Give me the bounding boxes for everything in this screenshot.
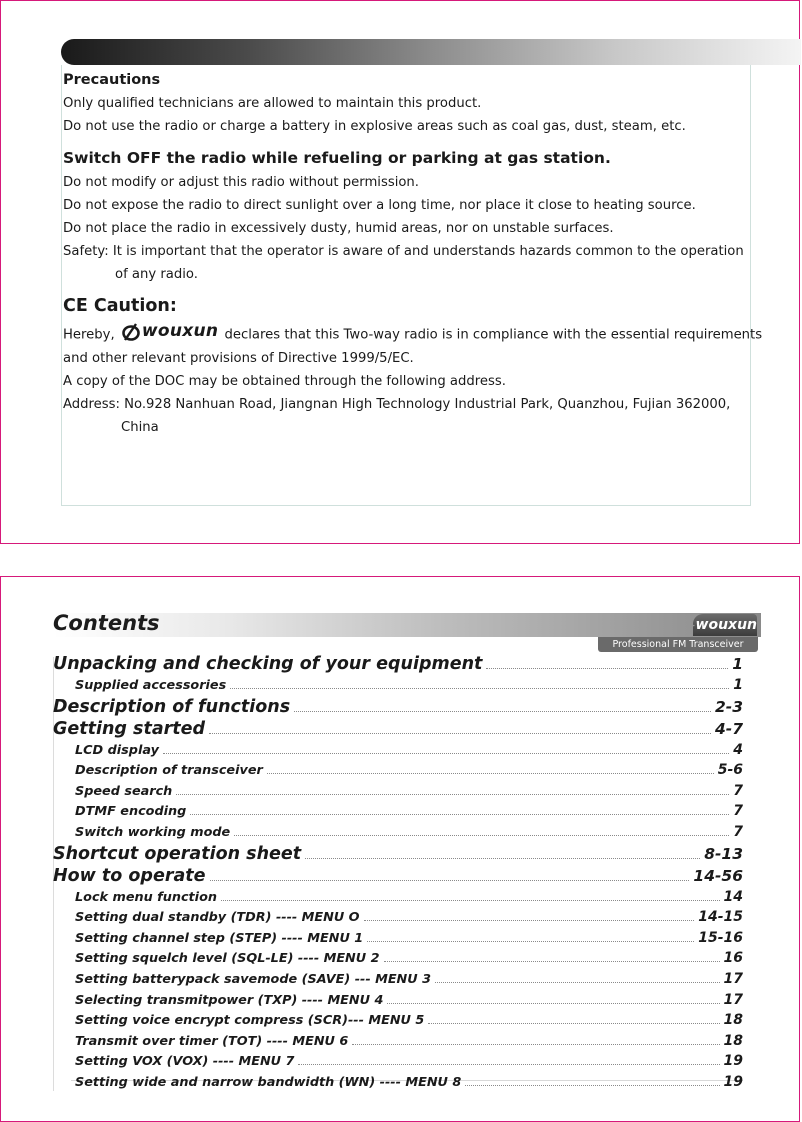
toc-entry-title: LCD display <box>75 742 159 758</box>
table-of-contents <box>53 653 743 1093</box>
toc-page-number: 7 <box>733 823 743 840</box>
toc-subentry[interactable] <box>53 990 743 1011</box>
toc-entry-title: Setting voice encrypt compress (SCR)--- MENU 5 <box>75 1013 425 1029</box>
toc-entry-title: Setting batterypack savemode (SAVE) --- MENU 3 <box>75 971 432 987</box>
toc-subentry[interactable] <box>53 760 743 781</box>
toc-page-number: 8-13 <box>704 844 743 863</box>
toc-subentry[interactable] <box>53 969 743 990</box>
ce-directive-line: and other relevant provisions of Directive 1999/5/EC. <box>63 350 414 366</box>
toc-entry-title: Transmit over timer (TOT) ---- MENU 6 <box>75 1033 349 1049</box>
precaution-line: Do not modify or adjust this radio without permission. <box>63 175 419 190</box>
toc-page-number: 19 <box>723 1053 743 1070</box>
toc-page-number: 14 <box>723 888 743 905</box>
toc-leader-dots <box>209 722 711 734</box>
toc-page-number: 18 <box>723 1032 743 1049</box>
precaution-line: Do not place the radio in excessively dusty, humid areas, nor on unstable surfaces. <box>63 221 614 236</box>
toc-leader-dots <box>384 954 720 963</box>
safety-line: Safety: It is important that the operator is aware of and understands hazards common to the operation <box>63 244 744 259</box>
toc-page-number: 2-3 <box>714 697 743 716</box>
toc-leader-dots <box>364 912 695 921</box>
brand-tab-text: wouxun <box>695 617 757 633</box>
contents-page <box>0 576 800 1122</box>
toc-page-number: 16 <box>723 950 743 967</box>
toc-leader-dots <box>210 869 690 881</box>
toc-leader-dots <box>298 1057 719 1066</box>
brand-tab <box>693 614 757 636</box>
switch-off-heading: Switch OFF the radio while refueling or parking at gas station. <box>63 149 611 167</box>
toc-entry-title: Setting VOX (VOX) ---- MENU 7 <box>75 1054 295 1070</box>
toc-entry-title: Lock menu function <box>75 889 217 905</box>
ce-declaration-rest: declares that this Two-way radio is in compliance with the essential requirements <box>224 327 763 343</box>
precaution-line: Do not use the radio or charge a battery in explosive areas such as coal gas, dust, steam, etc. <box>63 119 686 134</box>
precautions-page <box>0 0 800 544</box>
header-gradient-bar <box>61 39 801 65</box>
toc-page-number: 18 <box>723 1012 743 1029</box>
ce-doc-line: A copy of the DOC may be obtained through the following address. <box>63 373 506 389</box>
toc-entry-title: Setting channel step (STEP) ---- MENU 1 <box>75 930 364 946</box>
toc-subentry[interactable] <box>53 781 743 802</box>
toc-subentry[interactable] <box>53 822 743 843</box>
toc-leader-dots <box>465 1077 719 1086</box>
ce-caution-heading: CE Caution: <box>63 296 177 316</box>
toc-leader-dots <box>221 892 720 901</box>
toc-leader-dots <box>230 680 729 689</box>
brand-tagline: Professional FM Transceiver <box>598 637 758 652</box>
toc-page-number: 1 <box>732 655 743 673</box>
toc-subentry[interactable] <box>53 1072 743 1093</box>
toc-entry-title: Shortcut operation sheet <box>53 843 302 864</box>
toc-entry[interactable] <box>53 718 743 740</box>
toc-leader-dots <box>234 827 729 836</box>
toc-subentry[interactable] <box>53 740 743 761</box>
precaution-line: Only qualified technicians are allowed to maintain this product. <box>63 96 482 111</box>
toc-entry-title: Speed search <box>75 783 173 799</box>
toc-entry-title: Supplied accessories <box>75 678 227 693</box>
toc-leader-dots <box>435 974 719 983</box>
toc-entry-title: How to operate <box>53 865 206 886</box>
toc-page-number: 7 <box>733 782 743 799</box>
toc-leader-dots <box>294 700 711 712</box>
toc-entry-title: Switch working mode <box>75 824 231 840</box>
toc-page-number: 15-16 <box>698 929 743 946</box>
precautions-content <box>63 69 763 439</box>
toc-subentry[interactable] <box>53 675 743 696</box>
toc-entry-title: Selecting transmitpower (TXP) ---- MENU 4 <box>75 992 384 1008</box>
toc-entry[interactable] <box>53 653 743 675</box>
toc-leader-dots <box>176 786 729 795</box>
toc-entry-title: Setting squelch level (SQL-LE) ---- MENU 2 <box>75 951 380 967</box>
toc-page-number: 1 <box>733 677 743 693</box>
toc-subentry[interactable] <box>53 907 743 928</box>
ce-declaration-line <box>63 320 763 347</box>
toc-page-number: 19 <box>723 1073 743 1090</box>
toc-subentry[interactable] <box>53 1010 743 1031</box>
toc-leader-dots <box>428 1015 719 1024</box>
toc-leader-dots <box>163 745 729 754</box>
toc-entry[interactable] <box>53 843 743 865</box>
toc-entry-title: DTMF encoding <box>75 804 187 820</box>
toc-entry[interactable] <box>53 865 743 887</box>
toc-page-number: 17 <box>723 991 743 1008</box>
wouxun-logo <box>121 320 218 343</box>
toc-entry-title: Unpacking and checking of your equipment <box>53 654 483 674</box>
contents-title: Contents <box>53 611 160 635</box>
toc-leader-dots <box>190 807 729 816</box>
ce-hereby: Hereby, <box>63 327 115 343</box>
toc-entry-title: Getting started <box>53 718 206 739</box>
wouxun-logo-text: wouxun <box>141 321 219 341</box>
toc-subentry[interactable] <box>53 1031 743 1052</box>
toc-page-number: 17 <box>723 970 743 987</box>
toc-subentry[interactable] <box>53 928 743 949</box>
precautions-heading: Precautions <box>63 72 161 88</box>
toc-leader-dots <box>367 933 694 942</box>
toc-entry-title: Description of transceiver <box>75 763 263 779</box>
toc-subentry[interactable] <box>53 887 743 908</box>
toc-leader-dots <box>387 995 719 1004</box>
toc-leader-dots <box>267 766 714 775</box>
toc-leader-dots <box>305 847 700 859</box>
toc-page-number: 14-15 <box>698 909 743 926</box>
toc-entry[interactable] <box>53 696 743 718</box>
wouxun-logo-icon <box>693 619 695 632</box>
address-line-continued: China <box>121 419 159 435</box>
toc-subentry[interactable] <box>53 801 743 822</box>
toc-page-number: 4-7 <box>714 719 743 738</box>
address-line: Address: No.928 Nanhuan Road, Jiangnan High Technology Industrial Park, Quanzhou, Fujian 362000, <box>63 396 731 412</box>
toc-page-number: 5-6 <box>717 762 743 779</box>
toc-subentry[interactable] <box>53 948 743 969</box>
toc-subentry[interactable] <box>53 1051 743 1072</box>
toc-page-number: 7 <box>733 803 743 820</box>
safety-line-continued: of any radio. <box>115 267 198 282</box>
toc-leader-dots <box>352 1036 719 1045</box>
toc-entry-title: Description of functions <box>53 696 291 717</box>
toc-leader-dots <box>486 658 728 670</box>
toc-entry-title: Setting dual standby (TDR) ---- MENU O <box>75 910 360 926</box>
precaution-line: Do not expose the radio to direct sunlight over a long time, nor place it close to heating source. <box>63 198 696 213</box>
toc-page-number: 14-56 <box>693 866 743 885</box>
toc-page-number: 4 <box>733 741 743 758</box>
toc-entry-title: Setting wide and narrow bandwidth (WN) ---- MENU 8 <box>75 1074 462 1090</box>
wouxun-logo-icon <box>121 323 141 341</box>
